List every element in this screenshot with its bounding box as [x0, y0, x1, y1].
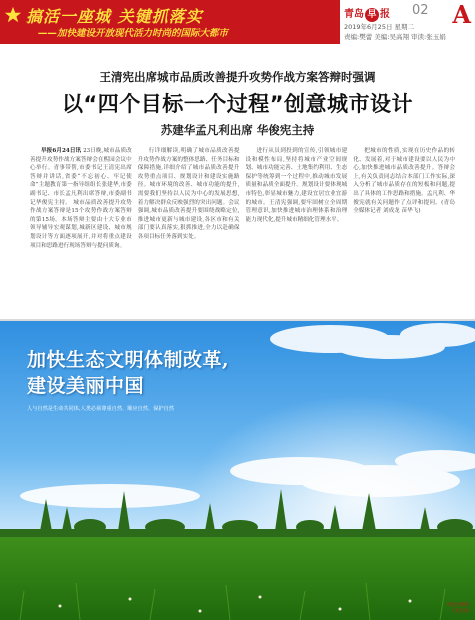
public-service-poster: [0, 321, 475, 620]
poster-credit: [446, 603, 469, 615]
article-kicker: 王清宪出席城市品质改善提升攻势作战方案答辩时强调: [99, 70, 376, 84]
logo-text-part2: 报: [380, 9, 390, 20]
column-text: 23日晚,城市品质改善提升攻势作战方案答辩会在熙园会议中心举行。青事带帮,市委书记王清宪出席答辩并讲话,省委“不忘初心、牢记使命”主题教育第一指导组组长张建华,市委副书记、市长孟凡利出席答辩,市委副书记华俊宪主持。 城市品质改善提升攻势作战方案答辩是15个攻势作战方案答辩的第15场。本场答辩主要由十大专业市领导辅导宏观谋划,城新区建设、城市规划设计等方面逐项展开,并对将重点建设项目和思路进行现场答辩与提问质询。: [30, 148, 132, 249]
poster-title-line-1: 加快生态文明体制改革,: [27, 349, 230, 371]
poster-tagline: 人与自然是生命共同体,人类必须尊重自然、顺应自然、保护自然: [27, 406, 174, 412]
poster-credit-line-1: 中国文明网: [446, 603, 469, 608]
logo-circle-icon: 早: [365, 8, 379, 22]
article-dateline: 早报6月24日讯: [41, 148, 82, 154]
article-body: [30, 147, 455, 313]
masthead-title: 搞活一座城 关键抓落实: [26, 7, 203, 26]
article-headline: 以“四个目标一个过程”创意城市设计: [61, 92, 414, 116]
page-number: 02: [412, 3, 429, 18]
poster-credit-line-2: 人民日报: [450, 609, 469, 614]
poster-title-line-2: 建设美丽中国: [27, 375, 145, 397]
column-text: 行详细解读,明确了城市品质改善提升攻势作战方案的整体思路、任务目标和保障措施,详细介绍了城市品质改善提升攻势重点项目、规划设计和建设实施路径。城市环境的改善、城市功能的提升,需要我们坚持以人民为中心的发展思想,着力解决群众反映强烈的突出问题。会议强调,城市品质改善提升要围绕战略定位,推进城市更新与城市建设,各区市和有关部门要认真落实,狠抓推进,全力以赴确保各项目标任务落到实处。: [137, 148, 240, 240]
masthead: [0, 0, 475, 44]
star-icon: [4, 6, 22, 24]
newspaper-logo: [344, 5, 390, 22]
column-text: 把城市的性质,实现在历史作品的转化、发展着,对于城市建设要以人民为中心,加快推进城市品质改善提升。答辩会上,有关负责同志结合本部门工作实际,深入分析了城市品质存在的短板和问题,提出了具体的工作思路和措施。孟凡利、华俊宪就有关问题作了点评和提问。(青岛全媒体记者 刘成龙 苗华飞): [353, 148, 455, 215]
article-column-2: [138, 147, 240, 313]
issue-date: 2019年6月25日 星期二: [344, 23, 415, 31]
editor-credits: 责编:樊蕾 美编:吴高翔 审读:张玉娟: [344, 33, 446, 41]
masthead-subtitle: ——加快建设开放现代活力时尚的国际大都市: [38, 28, 229, 39]
article-column-4: [353, 147, 455, 313]
masthead-info-panel: [340, 0, 475, 44]
article-column-3: [246, 147, 348, 313]
section-letter: A: [452, 0, 471, 29]
column-text: 进行从员到投到的宣传,引领城市建设和模性布局,坚持将城市产业空间规划、城市功能完善、土地集约利用、生态保护等统筹到一个过程中,推动城市发展质量和品质全面提升。规划设计要体现城市特色,彰显城市魅力,建设宜居宜业宜游的城市。王清宪强调,要牢固树立全周期管理意识,加快推进城市治理体系和治理能力现代化,提升城市精细化管理水平。: [245, 148, 348, 223]
logo-text-part1: 青岛: [344, 9, 364, 20]
article-subhead: 苏建华孟凡利出席 华俊宪主持: [160, 123, 315, 137]
article-column-1: [30, 147, 132, 313]
